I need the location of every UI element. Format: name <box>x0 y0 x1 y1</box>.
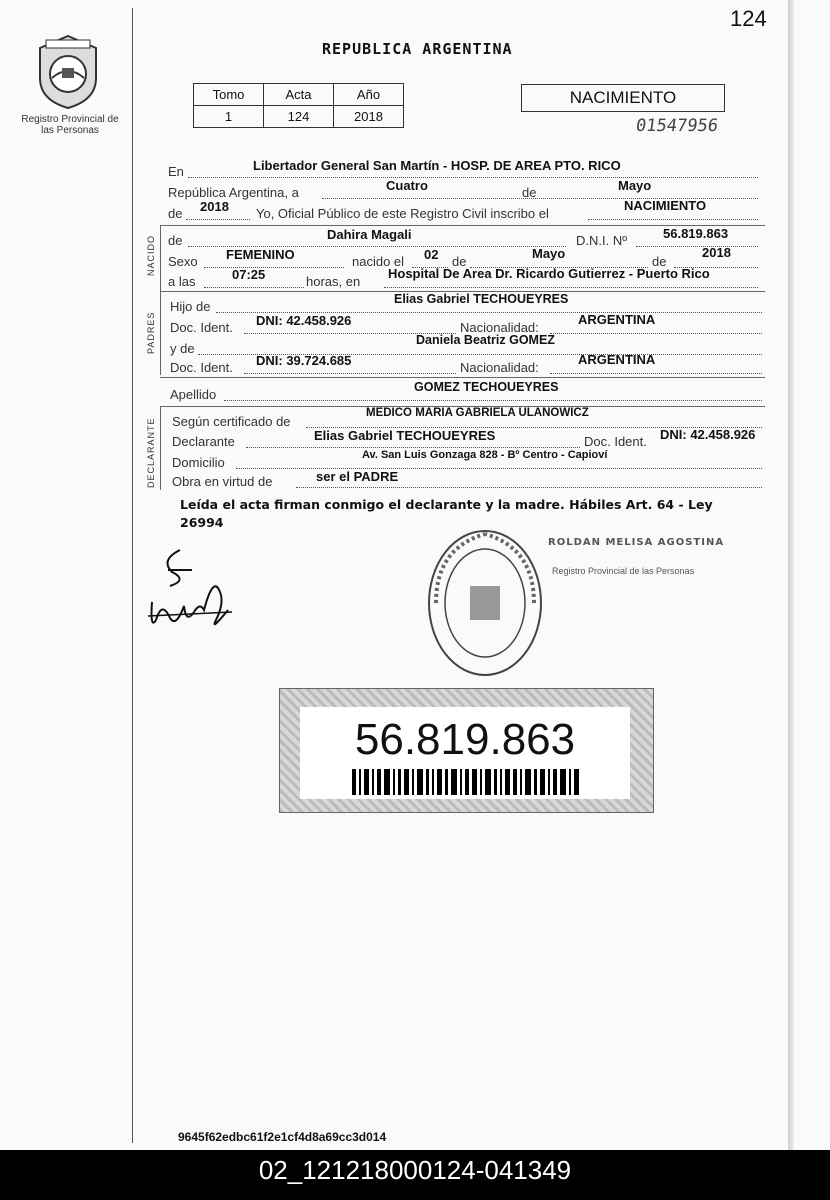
doc-label: Doc. Ident. <box>170 320 233 335</box>
officer-text: Yo, Oficial Público de este Registro Civil inscribo el <box>256 206 549 221</box>
province-emblem-icon <box>36 34 100 110</box>
section-rule <box>160 291 161 375</box>
doc-label: Doc. Ident. <box>170 360 233 375</box>
y-de-label: y de <box>170 341 195 356</box>
certificate-issuer: MEDICO MARIA GABRIELA ULANOWICZ <box>366 407 589 419</box>
anio-header: Año <box>334 84 404 106</box>
page-edge <box>788 0 794 1150</box>
nacionalidad-label: Nacionalidad: <box>460 360 539 375</box>
act-day: Cuatro <box>386 178 428 193</box>
barcode-icon <box>352 769 582 795</box>
signature-icon <box>140 540 250 650</box>
dotted-line <box>588 218 758 220</box>
certificado-label: Según certificado de <box>172 414 291 429</box>
dotted-line <box>246 446 580 448</box>
serial-number: 01547956 <box>634 116 720 136</box>
dni-stamp-label <box>300 707 630 799</box>
dni-stamp <box>279 688 654 813</box>
section-rule <box>160 225 161 291</box>
dotted-line <box>244 372 456 374</box>
a-las-label: a las <box>168 274 196 289</box>
father-doc: DNI: 42.458.926 <box>256 313 352 328</box>
dni-stamp-number: 56.819.863 <box>354 715 576 764</box>
republica-label: República Argentina, a <box>168 185 299 200</box>
dotted-line <box>550 372 762 374</box>
de-label: de <box>522 185 537 200</box>
doc-label: Doc. Ident. <box>584 434 647 449</box>
tomo-header: Tomo <box>194 84 264 106</box>
child-dni: 56.819.863 <box>663 226 729 241</box>
tomo-value: 1 <box>194 106 264 128</box>
official-seal-icon <box>426 528 544 678</box>
dotted-line <box>204 286 304 288</box>
de-label: de <box>652 254 667 269</box>
registry-caption: Registro Provincial de las Personas <box>21 114 119 136</box>
declarant-name: Elias Gabriel TECHOUEYRES <box>314 428 496 443</box>
address: Av. San Luis Gonzaga 828 - Bº Centro - Capioví <box>362 449 608 461</box>
relationship: ser el PADRE <box>316 469 399 484</box>
act-kind: NACIMIENTO <box>624 198 707 213</box>
dotted-line <box>296 486 762 488</box>
birth-year: 2018 <box>702 245 731 260</box>
page-number: 124 <box>730 6 767 31</box>
dotted-line <box>236 467 762 469</box>
document-hash: 9645f62edbc61f2e1cf4d8a69cc3d014 <box>178 1130 387 1144</box>
de-label: de <box>168 206 183 221</box>
father-nationality: ARGENTINA <box>578 312 656 327</box>
section-divider <box>160 377 765 378</box>
hijo-de-label: Hijo de <box>170 299 211 314</box>
mother-doc: DNI: 39.724.685 <box>256 353 352 368</box>
registry-table <box>193 83 404 128</box>
acta-header: Acta <box>264 84 334 106</box>
nacido-el-label: nacido el <box>352 254 405 269</box>
document-title: REPUBLICA ARGENTINA <box>322 40 513 58</box>
padres-section-label: PADRES <box>146 311 156 354</box>
surname: GOMEZ TECHOUEYRES <box>414 380 559 394</box>
child-name: Dahira Magali <box>327 227 412 242</box>
margin-line <box>132 8 133 1143</box>
domicilio-label: Domicilio <box>172 455 225 470</box>
birth-place: Hospital De Area Dr. Ricardo Gutierrez - Puerto Rico <box>388 266 710 281</box>
de-label: de <box>452 254 467 269</box>
birth-day: 02 <box>424 247 439 262</box>
mother-name: Daniela Beatriz GOMEZ <box>416 333 555 347</box>
act-type-box: NACIMIENTO <box>521 84 725 112</box>
declarant-doc: DNI: 42.458.926 <box>660 427 756 442</box>
apellido-label: Apellido <box>170 387 217 402</box>
dotted-line <box>636 245 758 247</box>
mother-nationality: ARGENTINA <box>578 352 656 367</box>
act-month: Mayo <box>618 178 652 193</box>
dotted-line <box>188 176 758 178</box>
act-year: 2018 <box>200 199 229 214</box>
footer-bar <box>0 1150 830 1200</box>
section-rule <box>160 406 161 490</box>
footer-id: 02_121218000124-041349 <box>258 1155 572 1185</box>
horas-label: horas, en <box>306 274 361 289</box>
nacido-section-label: NACIDO <box>146 234 156 276</box>
dotted-line <box>186 218 250 220</box>
acta-value: 124 <box>264 106 334 128</box>
nacionalidad-label: Nacionalidad: <box>460 320 539 335</box>
child-sex: FEMENINO <box>226 247 295 262</box>
act-place: Libertador General San Martín - HOSP. DE AREA PTO. RICO <box>253 158 621 173</box>
dotted-line <box>224 399 762 401</box>
dotted-line <box>384 286 758 288</box>
birth-time: 07:25 <box>232 267 266 282</box>
obra-label: Obra en virtud de <box>172 474 273 489</box>
birth-month: Mayo <box>532 246 566 261</box>
declarante-label: Declarante <box>172 434 235 449</box>
dotted-line <box>550 332 762 334</box>
dni-label: D.N.I. Nº <box>576 233 627 248</box>
official-name: ROLDAN MELISA AGOSTINA <box>548 537 725 548</box>
dotted-line <box>204 266 344 268</box>
sexo-label: Sexo <box>168 254 198 269</box>
father-name: Elias Gabriel TECHOUEYRES <box>394 292 569 306</box>
anio-value: 2018 <box>334 106 404 128</box>
declarante-section-label: DECLARANTE <box>146 417 156 488</box>
closing-statement: Leída el acta firman conmigo el declarante y la madre. Hábiles Art. 64 - Ley 26994 <box>180 497 713 530</box>
de-label: de <box>168 233 183 248</box>
official-org: Registro Provincial de las Personas <box>552 566 695 576</box>
en-label: En <box>168 164 184 179</box>
